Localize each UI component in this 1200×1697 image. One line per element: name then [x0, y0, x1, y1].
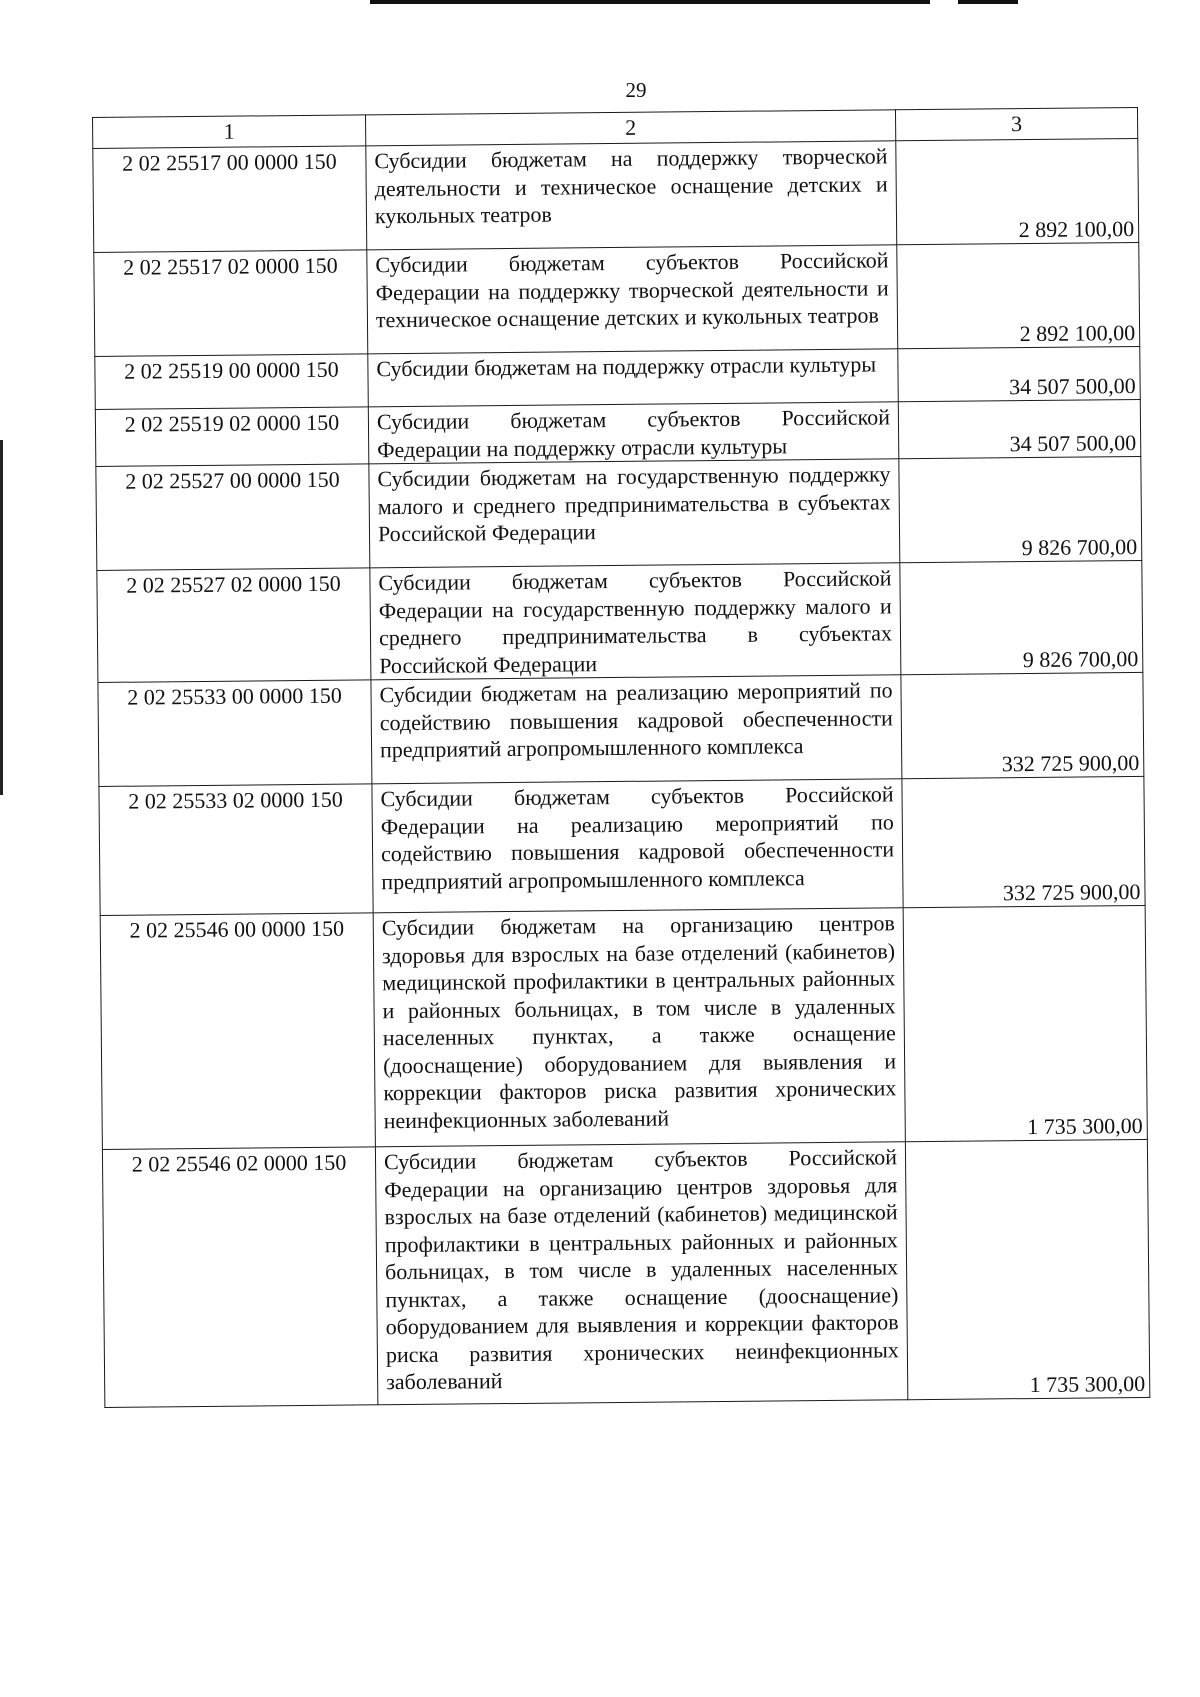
table-row: [96, 456, 1142, 570]
budget-code-cell: 2 02 25527 02 0000 150: [97, 568, 371, 683]
scan-edge-mark-top-right: [958, 0, 1018, 4]
budget-code-cell: 2 02 25517 02 0000 150: [94, 250, 368, 357]
subsidies-table: [92, 107, 1150, 1408]
scan-edge-mark-top: [370, 0, 930, 4]
amount-cell: 2 892 100,00: [897, 242, 1140, 348]
amount-cell: 2 892 100,00: [896, 138, 1139, 244]
description-cell: Субсидии бюджетам субъектов Российской Федерации на поддержку отрасли культуры: [368, 402, 899, 464]
description-cell: Субсидии бюджетам на поддержку творческой деятельности и техническое оснащение детских и кукольных театров: [366, 141, 897, 250]
table-row: [100, 905, 1147, 1149]
table-row: [97, 560, 1143, 682]
amount-cell: 332 725 900,00: [901, 672, 1144, 778]
budget-code-cell: 2 02 25519 00 0000 150: [95, 354, 368, 410]
description-cell: Субсидии бюджетам на поддержку отрасли культуры: [368, 349, 898, 407]
table-row: [99, 776, 1145, 915]
description-cell: Субсидии бюджетам субъектов Российской Федерации на поддержку творческой деятельности и техническое оснащение детских и кукольных театров: [367, 245, 898, 354]
description-cell: Субсидии бюджетам субъектов Российской Федерации на государственную поддержку малого и среднего предпринимательства в субъектах Российской Федерации: [370, 563, 901, 680]
table-row: [94, 242, 1140, 356]
table-row: [98, 672, 1144, 786]
budget-code-cell: 2 02 25519 02 0000 150: [95, 407, 369, 467]
table-row: [102, 1139, 1149, 1407]
description-cell: Субсидии бюджетам на организацию центров здоровья для взрослых на базе отделений (кабинетов) медицинской профилактики в центральных районных и районных больницах, в том числе в удаленных населенных пунктах, а также оснащение (дооснащение) оборудованием для выявления и коррекции факторов риска развития хронических неинфекционных заболеваний: [373, 908, 905, 1147]
amount-cell: 9 826 700,00: [899, 456, 1142, 562]
budget-code-cell: 2 02 25517 00 0000 150: [93, 146, 367, 253]
budget-code-cell: 2 02 25533 02 0000 150: [99, 784, 373, 916]
table-row: [93, 138, 1139, 252]
amount-cell: 34 507 500,00: [898, 399, 1141, 458]
budget-code-cell: 2 02 25527 00 0000 150: [96, 464, 370, 571]
column-header-description: 2: [365, 110, 895, 146]
amount-cell: 1 735 300,00: [905, 1139, 1149, 1399]
description-cell: Субсидии бюджетам на реализацию мероприятий по содействию повышения кадровой обеспеченности предприятий агропромышленного комплекса: [371, 675, 902, 784]
table-row: [95, 399, 1140, 466]
page-number: 29: [625, 78, 647, 102]
budget-code-cell: 2 02 25533 00 0000 150: [98, 680, 372, 787]
amount-cell: 34 507 500,00: [898, 346, 1140, 401]
description-cell: Субсидии бюджетам субъектов Российской Федерации на реализацию мероприятий по содействию повышения кадровой обеспеченности предприятий агропромышленного комплекса: [372, 779, 903, 913]
column-header-code: 1: [93, 115, 366, 149]
budget-code-cell: 2 02 25546 00 0000 150: [100, 913, 375, 1150]
amount-cell: 1 735 300,00: [903, 905, 1147, 1141]
description-cell: Субсидии бюджетам на государственную поддержку малого и среднего предпринимательства в субъектах Российской Федерации: [369, 459, 900, 568]
amount-cell: 9 826 700,00: [900, 560, 1143, 674]
amount-cell: 332 725 900,00: [902, 776, 1145, 907]
description-cell: Субсидии бюджетам субъектов Российской Федерации на организацию центров здоровья для взрослых на базе отделений (кабинетов) медицинской профилактики в центральных районных и районных больницах, в том числе в удаленных населенных пунктах, а также оснащение (дооснащение) оборудованием для выявления и коррекции факторов риска развития хронических неинфекционных заболеваний: [375, 1142, 907, 1405]
table-body: [93, 138, 1150, 1407]
scan-edge-mark-left: [0, 440, 3, 795]
column-header-amount: 3: [895, 107, 1137, 140]
budget-code-cell: 2 02 25546 02 0000 150: [102, 1147, 377, 1408]
